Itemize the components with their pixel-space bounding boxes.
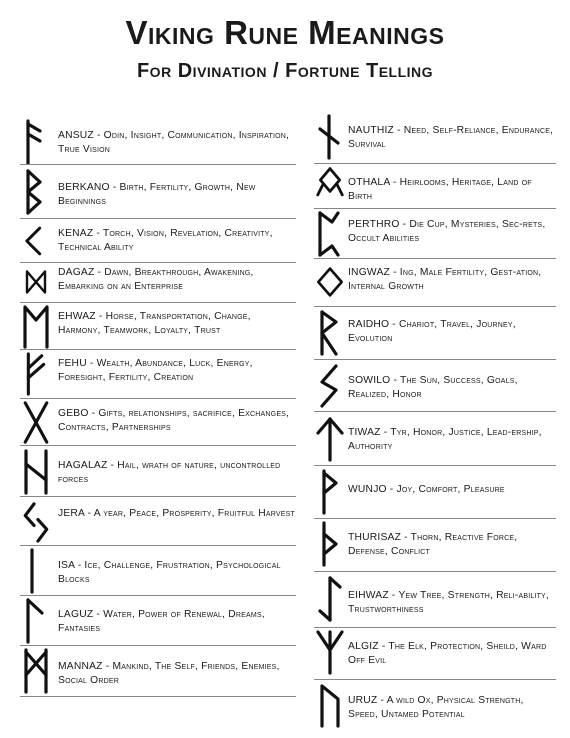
rune-row-berkano [20,168,296,216]
rune-separator: - [380,427,391,438]
row-divider [314,411,556,412]
rune-description [58,181,296,209]
row-divider [20,696,296,697]
rune-separator: - [88,408,99,419]
rune-row-gebo [20,399,296,446]
ingwaz-rune-icon [314,262,346,302]
rune-meaning: Heirlooms, Heritage, Land of Birth [348,177,532,202]
row-divider [314,518,556,519]
rune-separator: - [102,661,113,672]
rune-description [348,426,556,454]
rune-name: OTHALA [348,177,390,188]
eihwaz-rune-icon [314,574,346,624]
row-divider [314,679,556,680]
rune-separator: - [390,267,400,278]
rune-meaning: Ice, Challenge, Frustration, Psychological Blocks [58,560,281,585]
rune-row-ansuz [20,118,296,166]
laguz-rune-icon [20,597,52,645]
rune-separator: - [386,484,397,495]
row-divider [20,496,296,497]
rune-row-ingwaz [314,262,556,302]
rune-description [58,357,296,385]
rune-description [58,507,296,521]
rune-separator: - [389,319,400,330]
row-divider [314,571,556,572]
berkano-rune-icon [20,168,52,216]
rune-meaning: Tyr, Honor, Justice, Lead-ership, Authority [348,427,542,452]
rune-separator: - [94,267,105,278]
rune-name: LAGUZ [58,609,94,620]
rune-meaning: Yew Tree, Strength, Reli-ability, Trustworthiness [348,590,549,615]
rune-separator: - [86,358,97,369]
rune-row-nauthiz [314,112,556,162]
hagalaz-rune-icon [20,448,52,496]
rune-name: GEBO [58,408,89,419]
rune-name: INGWAZ [348,267,391,278]
rune-row-dagaz [20,264,296,300]
rune-name: HAGALAZ [58,460,108,471]
tiwaz-rune-icon [314,413,346,465]
rune-description [58,559,296,587]
rune-row-uruz [314,680,556,730]
dagaz-rune-icon [20,264,52,300]
rune-meaning: Die Cup, Mysteries, Sec-rets, Occult Abilities [348,219,546,244]
jera-rune-icon [20,498,52,545]
rune-separator: - [390,375,400,386]
uruz-rune-icon [314,680,346,730]
row-divider [20,445,296,446]
rune-meaning: Horse, Transportation, Change, Harmony, Teamwork, Loyalty, Trust [58,311,251,336]
rune-meaning: Chariot, Travel, Journey, Evolution [348,319,516,344]
row-divider [20,545,296,546]
rune-row-algiz [314,628,556,676]
rune-name: MANNAZ [58,661,103,672]
rune-separator: - [389,177,400,188]
rune-description [348,640,556,668]
row-divider [20,262,296,263]
rune-row-kenaz [20,219,296,263]
rune-description [58,660,296,688]
rune-separator: - [93,609,104,620]
row-divider [314,359,556,360]
row-divider [20,349,296,350]
rune-meaning: Ing, Male Fertility, Gest-ation, Internal Growth [348,267,542,292]
rune-separator: - [107,460,118,471]
rune-name: PERTHRO [348,219,400,230]
row-divider [314,258,556,259]
ansuz-rune-icon [20,118,52,166]
perthro-rune-icon [314,210,346,258]
rune-name: JERA [58,508,85,519]
rune-meaning: Dawn, Breakthrough, Awakening, Embarking on an Enterprise [58,267,254,292]
rune-meaning: Thorn, Reactive Force, Defense, Conflict [348,532,518,557]
rune-meaning: The Sun, Success, Goals, Realized, Honor [348,375,518,400]
rune-separator: - [378,641,389,652]
ehwaz-rune-icon [20,302,52,350]
rune-name: ISA [58,560,75,571]
rune-row-perthro [314,210,556,258]
rune-name: ANSUZ [58,130,94,141]
rune-row-jera [20,498,296,545]
rune-name: KENAZ [58,228,94,239]
row-divider [20,302,296,303]
rune-meaning: Joy, Comfort, Pleasure [396,484,505,495]
row-divider [20,645,296,646]
rune-name: SOWILO [348,375,391,386]
rune-meaning: Odin, Insight, Communication, Inspiration, True Vision [58,130,290,155]
rune-meaning: Torch, Vision, Revelation, Creativity, Technical Ability [58,228,273,253]
rune-row-isa [20,547,296,595]
rune-name: WUNJO [348,484,387,495]
rune-meaning: A year, Peace, Prosperity, Fruitful Harvest [93,508,296,519]
rune-description [348,176,556,204]
rune-separator: - [95,311,106,322]
rune-row-ehwaz [20,302,296,350]
rune-name: FEHU [58,358,87,369]
rune-description [348,589,556,617]
sowilo-rune-icon [314,361,346,411]
rune-description [348,694,556,722]
rune-row-wunjo [314,467,556,517]
rune-separator: - [93,130,104,141]
rune-name: RAIDHO [348,319,390,330]
row-divider [314,208,556,209]
rune-name: BERKANO [58,182,110,193]
rune-separator: - [377,695,387,706]
rune-name: DAGAZ [58,267,95,278]
rune-row-sowilo [314,361,556,411]
kenaz-rune-icon [20,219,52,263]
row-divider [314,465,556,466]
rune-separator: - [394,125,404,136]
rune-row-mannaz [20,647,296,695]
rune-row-fehu [20,351,296,397]
rune-name: ALGIZ [348,641,379,652]
rune-description [348,318,556,346]
rune-description [348,531,556,559]
rune-row-laguz [20,597,296,645]
rune-description [58,407,296,435]
rune-meaning: Gifts, relationships, sacrifice, Exchanges, Contracts, Partnerships [58,408,290,433]
rune-description [348,374,556,402]
rune-name: EHWAZ [58,311,96,322]
rune-meaning: A wild Ox, Physical Strength, Speed, Untamed Potential [348,695,524,720]
row-divider [20,595,296,596]
rune-separator: - [401,532,411,543]
rune-row-hagalaz [20,448,296,496]
row-divider [20,164,296,165]
rune-name: NAUTHIZ [348,125,395,136]
raidho-rune-icon [314,308,346,358]
rune-separator: - [74,560,85,571]
rune-separator: - [388,590,399,601]
row-divider [314,627,556,628]
rune-row-thurisaz [314,520,556,568]
rune-description [348,483,556,497]
rune-description [58,266,296,294]
rune-description [58,310,296,338]
page-subtitle: For Divination / Fortune Telling [136,60,434,82]
rune-name: TIWAZ [348,427,381,438]
row-divider [314,163,556,164]
isa-rune-icon [20,547,52,595]
rune-meaning: Need, Self-Reliance, Endurance, Survival [348,125,554,150]
row-divider [314,306,556,307]
row-divider [20,218,296,219]
rune-row-raidho [314,308,556,358]
rune-description [348,124,556,152]
rune-meaning: Mankind, The Self, Friends, Enemies, Social Order [58,661,280,686]
rune-description [58,608,296,636]
rune-meaning: The Elk, Protection, Sheild, Ward Off Evil [348,641,547,666]
rune-description [348,218,556,246]
row-divider [20,398,296,399]
thurisaz-rune-icon [314,520,346,568]
rune-meaning: Water, Power of Renewal, Dreams, Fantasies [58,609,265,634]
rune-description [58,459,296,487]
mannaz-rune-icon [20,647,52,695]
rune-name: EIHWAZ [348,590,389,601]
rune-separator: - [399,219,410,230]
algiz-rune-icon [314,628,346,676]
othala-rune-icon [314,166,346,208]
rune-description [58,227,296,255]
wunjo-rune-icon [314,467,346,517]
rune-row-eihwaz [314,574,556,624]
rune-name: URUZ [348,695,378,706]
gebo-rune-icon [20,399,52,446]
rune-description [348,266,556,294]
rune-meaning: Wealth, Abundance, Luck, Energy, Foresight, Fertility, Creation [58,358,253,383]
nauthiz-rune-icon [314,112,346,162]
rune-row-tiwaz [314,413,556,465]
fehu-rune-icon [20,351,52,397]
rune-description [58,129,296,157]
page-title: Viking Rune Meanings [125,14,445,51]
rune-separator: - [93,228,103,239]
rune-row-othala [314,166,556,208]
rune-meaning: Hail, wrath of nature, uncontrolled forces [58,460,281,485]
rune-name: THURISAZ [348,532,402,543]
rune-separator: - [84,508,94,519]
rune-meaning: Birth, Fertility, Growth, New Beginnings [58,182,256,207]
rune-separator: - [109,182,120,193]
